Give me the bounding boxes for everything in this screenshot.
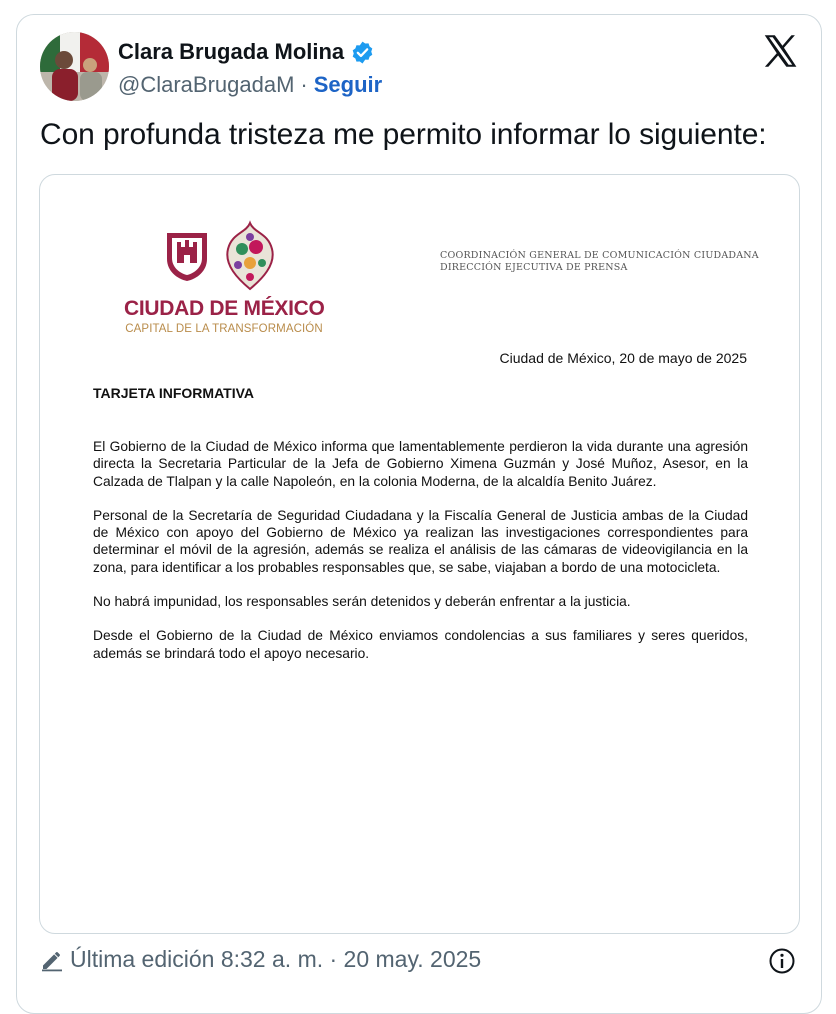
author-handle[interactable]: @ClaraBrugadaM bbox=[118, 72, 295, 97]
document-paragraph: Personal de la Secretaría de Seguridad Ciudadana y la Fiscalía General de Justicia ambas de la Ciudad de México con apoyo del Gobierno de México ya realizan las investigaciones correspondientes para determinar el móvil de la agresión, además se realiza el análisis de las cámaras de videovigilancia en la zona, para identificar a los probables responsables que, se sabe, viajaban a bordo de una motocicleta. bbox=[93, 507, 748, 575]
coat-of-arms-icon bbox=[163, 229, 211, 283]
handle-separator: · bbox=[300, 72, 308, 97]
logo-title: CIUDAD DE MÉXICO bbox=[124, 297, 325, 320]
info-icon[interactable] bbox=[768, 947, 796, 975]
edit-timestamp-label[interactable]: Última edición 8:32 a. m. · 20 may. 2025 bbox=[70, 946, 482, 972]
heart-emblem-icon bbox=[222, 217, 278, 293]
follow-button[interactable]: Seguir bbox=[313, 72, 383, 97]
verified-badge-icon bbox=[350, 40, 375, 65]
edit-timestamp[interactable] bbox=[40, 946, 481, 973]
author-handle-row bbox=[118, 72, 382, 98]
document-paragraph: No habrá impunidad, los responsables serán detenidos y deberán enfrentar a la justicia. bbox=[93, 594, 631, 610]
document-body bbox=[93, 438, 748, 679]
document-date: Ciudad de México, 20 de mayo de 2025 bbox=[499, 350, 747, 366]
agency-header bbox=[440, 250, 759, 274]
agency-line-1: COORDINACIÓN GENERAL DE COMUNICACIÓN CIUDADANA bbox=[440, 250, 759, 261]
author-name-row[interactable] bbox=[118, 39, 375, 65]
tweet-text: Con profunda tristeza me permito informar lo siguiente: bbox=[40, 118, 767, 151]
logo-subtitle: CAPITAL DE LA TRANSFORMACIÓN bbox=[125, 323, 323, 335]
attached-document-image[interactable] bbox=[39, 174, 800, 934]
x-logo-icon[interactable] bbox=[764, 34, 800, 68]
document-paragraph: El Gobierno de la Ciudad de México informa que lamentablemente perdieron la vida durante una agresión directa la Secretaria Particular de la Jefa de Gobierno Ximena Guzmán y José Muñoz, Asesor, en la Calzada de Tlalpan y la calle Napoleón, en la colonia Moderna, de la alcaldía Benito Juárez. bbox=[93, 439, 748, 489]
author-display-name[interactable]: Clara Brugada Molina bbox=[118, 39, 345, 64]
avatar[interactable] bbox=[40, 32, 109, 101]
pencil-icon bbox=[40, 948, 64, 972]
document-paragraph: Desde el Gobierno de la Ciudad de México enviamos condolencias a sus familiares y seres queridos, además se brindará todo el apoyo necesario. bbox=[93, 628, 748, 661]
document-heading: TARJETA INFORMATIVA bbox=[93, 385, 254, 401]
agency-line-2: DIRECCIÓN EJECUTIVA DE PRENSA bbox=[440, 262, 628, 273]
